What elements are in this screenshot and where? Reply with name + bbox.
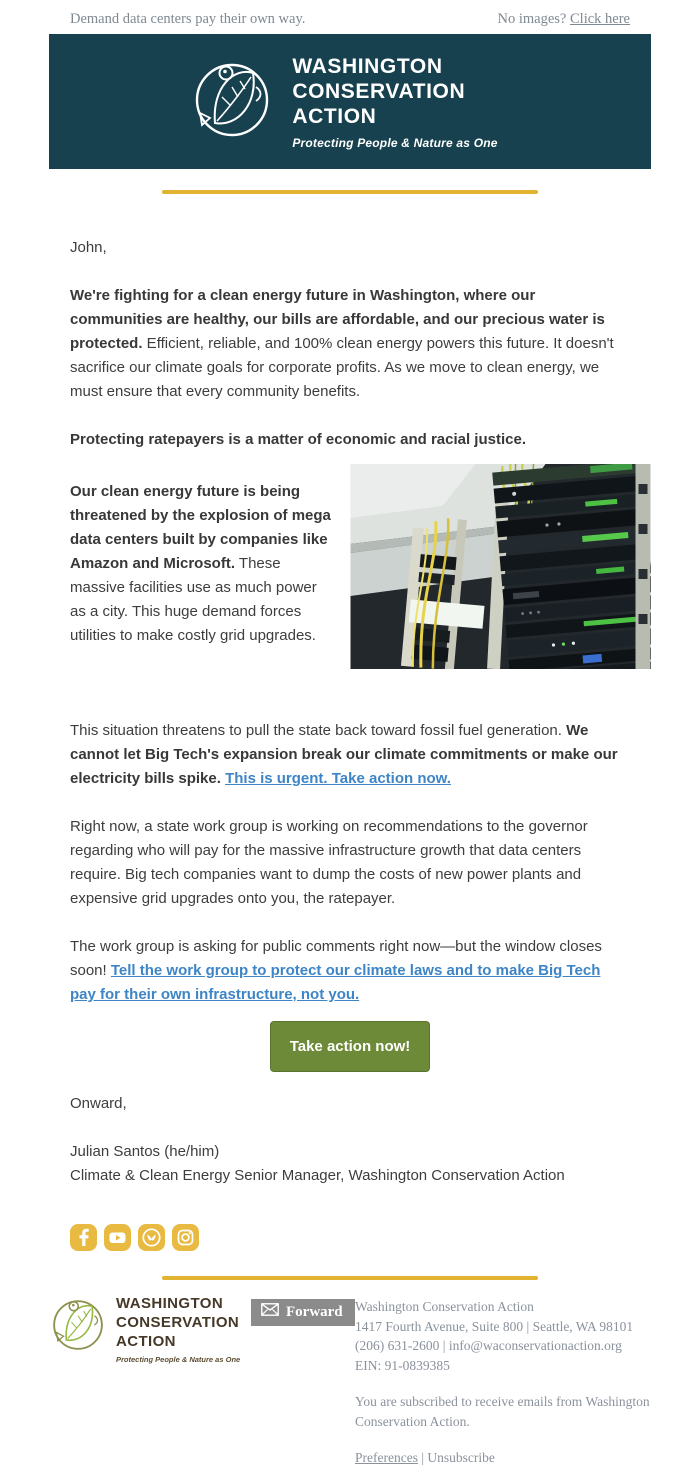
paragraph-datacenters: Our clean energy future is being threatened by the explosion of mega data centers built by companies like Amazon and Microsoft. These massive facilities use as much power as a city. This huge demand forces utilities to make costly grid upgrades. (70, 483, 331, 644)
footer-links-separator: | (421, 1450, 425, 1465)
footer-org-name: Washington Conservation Action (355, 1299, 534, 1314)
footer-links (355, 1448, 651, 1468)
server-rack-photo (350, 464, 651, 669)
org-name-line: ACTION (292, 104, 377, 128)
footer-logo (49, 1294, 251, 1468)
paragraph-public-comments: The work group is asking for public comments right now—but the window closes soon! Tell the work group to protect our climate laws and to make Big Tech pay for their own infrastructure, not you. (70, 938, 602, 1003)
fish-leaf-logo-icon (190, 57, 274, 146)
org-name-line: ACTION (116, 1333, 176, 1350)
org-name-line: WASHINGTON (292, 54, 443, 78)
signature-block (70, 1140, 630, 1188)
cta-row (49, 1021, 651, 1072)
facebook-icon[interactable] (70, 1224, 97, 1251)
forward-area (251, 1294, 355, 1468)
preheader (0, 0, 700, 28)
preheader-teaser: Demand data centers pay their own way. (70, 11, 306, 27)
paragraph-fossil-fuel: This situation threatens to pull the state back toward fossil fuel generation. We cannot let Big Tech's expansion break our climate commitments or make our electricity bills spike. This is urgent. Take action now. (70, 722, 618, 787)
footer-info (355, 1294, 651, 1468)
no-images-text: No images? (497, 11, 567, 27)
envelope-icon (261, 1303, 279, 1321)
org-contact-block (355, 1297, 651, 1375)
org-name-line: CONSERVATION (292, 79, 466, 103)
bluesky-icon[interactable] (138, 1224, 165, 1251)
forward-button[interactable] (251, 1299, 355, 1326)
take-action-button[interactable]: Take action now! (270, 1021, 430, 1072)
org-wordmark (292, 54, 497, 150)
forward-label: Forward (286, 1303, 343, 1320)
footer-address: 1417 Fourth Avenue, Suite 800 | Seattle, WA 98101 (355, 1318, 634, 1334)
subscription-note: You are subscribed to receive emails from Washington Conservation Action. (355, 1394, 650, 1429)
paragraph-ratepayers: Protecting ratepayers is a matter of economic and racial justice. (70, 431, 526, 448)
org-tagline: Protecting People & Nature as One (292, 135, 498, 150)
urgent-take-action-link[interactable]: This is urgent. Take action now. (225, 770, 451, 787)
org-tagline: Protecting People & Nature as One (116, 1355, 241, 1364)
header-banner (49, 34, 651, 169)
social-links (70, 1224, 700, 1251)
footer-wordmark (116, 1294, 240, 1364)
click-here-link[interactable]: Click here (570, 11, 630, 27)
paragraph-clean-energy: We're fighting for a clean energy future in Washington, where our communities are healthy, our bills are affordable, and our precious water is protected. Efficient, reliable, and 100% clean energy powers this future. It doesn't sacrifice our climate goals for corporate profits. As we move to clean energy, we must ensure that every community benefits. (70, 287, 614, 400)
closing: Onward, (70, 1095, 127, 1112)
fish-leaf-logo-icon (49, 1294, 107, 1361)
footer-phone-email: (206) 631-2600 | info@waconservationaction.org (355, 1338, 622, 1353)
greeting: John, (70, 239, 107, 256)
paragraph-work-group: Right now, a state work group is working on recommendations to the governor regarding who will pay for the massive infrastructure growth that data centers require. Big tech companies want to dump the costs of new power plants and expensive grid upgrades onto you, the ratepayer. (70, 818, 588, 907)
tell-work-group-link[interactable]: Tell the work group to protect our climate laws and to make Big Tech pay for their own infrastructure, not you. (70, 962, 601, 1003)
email-body (49, 236, 651, 1188)
org-name-line: WASHINGTON (116, 1295, 224, 1312)
signature-title: Climate & Clean Energy Senior Manager, Washington Conservation Action (70, 1167, 565, 1184)
youtube-icon[interactable] (104, 1224, 131, 1251)
signature-name: Julian Santos (he/him) (70, 1143, 220, 1160)
gold-divider-bottom (162, 1276, 538, 1280)
instagram-icon[interactable] (172, 1224, 199, 1251)
unsubscribe-link[interactable]: Unsubscribe (427, 1450, 495, 1465)
footer-ein: EIN: 91-0839385 (355, 1357, 450, 1373)
org-name-line: CONSERVATION (116, 1314, 240, 1331)
preferences-link[interactable]: Preferences (355, 1450, 418, 1465)
gold-divider-top (162, 190, 538, 194)
footer (49, 1294, 651, 1468)
datacenter-section (49, 464, 651, 669)
preheader-right (498, 11, 630, 28)
